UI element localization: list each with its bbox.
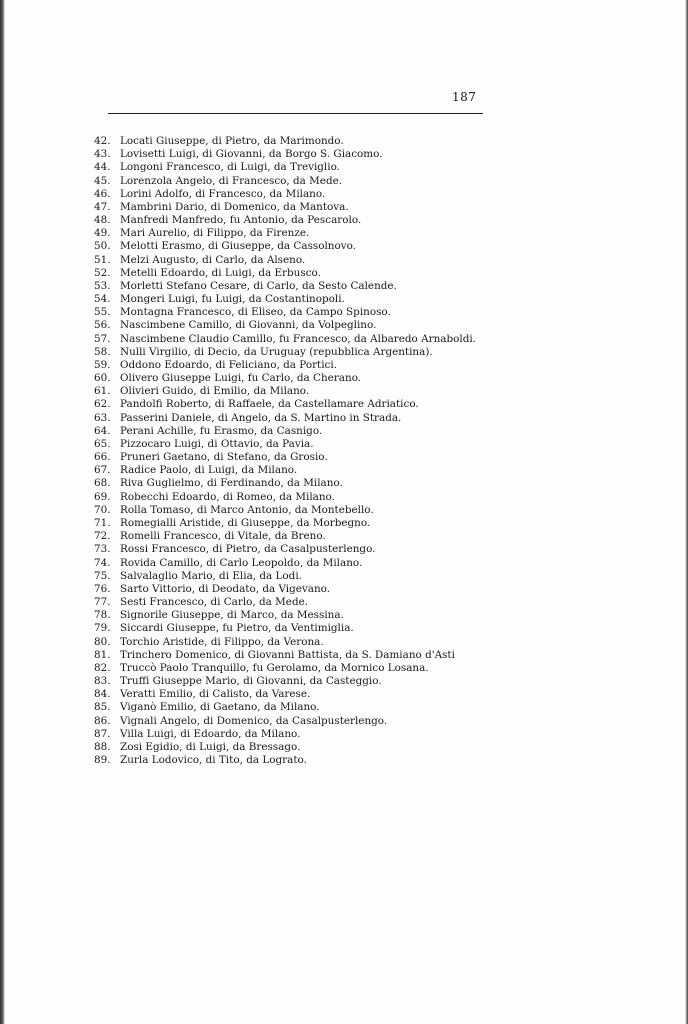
entry-number: 57. [94,332,111,345]
list-item [94,662,476,675]
entry-text: Vignali Angelo, di Domenico, da Casalpusterlengo. [120,714,388,727]
list-item [94,715,476,728]
header-rule [108,113,483,114]
entry-text: Torchio Aristide, di Filippo, da Verona. [120,635,324,648]
entry-number: 66. [94,451,111,464]
entry-number: 80. [94,635,111,648]
entry-text: Zurla Lodovico, di Tito, da Lograto. [120,754,307,767]
entry-number: 56. [94,319,111,332]
name-list [94,135,476,767]
list-item [94,214,476,227]
entry-number: 82. [94,661,111,674]
list-item [94,333,476,346]
entry-number: 51. [94,253,111,266]
list-item [94,464,476,477]
list-item [94,306,476,319]
entry-number: 42. [94,135,111,147]
entry-text: Zosi Egidio, di Luigi, da Bressago. [120,740,301,753]
entry-number: 81. [94,648,111,661]
entry-text: Robecchi Edoardo, di Romeo, da Milano. [120,490,335,503]
entry-number: 85. [94,701,111,714]
entry-text: Nascimbene Claudio Camillo, fu Francesco, da Albaredo Arnaboldi. [120,332,476,345]
page-left-edge-shadow [0,0,5,1024]
entry-number: 43. [94,148,111,161]
list-item [94,398,476,411]
entry-number: 76. [94,582,111,595]
list-item [94,504,476,517]
entry-text: Passerini Daniele, di Angelo, da S. Martino in Strada. [120,411,402,424]
entry-number: 75. [94,569,111,582]
entry-text: Truccò Paolo Tranquillo, fu Gerolamo, da Mornico Losana. [120,661,429,674]
entry-text: Riva Guglielmo, di Ferdinando, da Milano. [120,477,343,490]
entry-text: Truffi Giuseppe Mario, di Giovanni, da Casteggio. [120,675,382,688]
list-item [94,188,476,201]
entry-number: 53. [94,279,111,292]
entry-number: 52. [94,266,111,279]
list-item [94,240,476,253]
entry-number: 44. [94,161,111,174]
entry-number: 83. [94,675,111,688]
entry-number: 73. [94,543,111,556]
list-item [94,319,476,332]
entry-text: Rovida Camillo, di Carlo Leopoldo, da Milano. [120,556,363,569]
entry-number: 86. [94,714,111,727]
entry-number: 47. [94,200,111,213]
entry-text: Olivieri Guido, di Emilio, da Milano. [120,385,310,398]
entry-text: Lovisetti Luigi, di Giovanni, da Borgo S. Giacomo. [120,148,383,161]
entry-text: Nulli Virgilio, di Decio, da Uruguay (repubblica Argentina). [120,345,433,358]
entry-number: 55. [94,306,111,319]
entry-number: 79. [94,622,111,635]
entry-number: 64. [94,424,111,437]
entry-number: 88. [94,740,111,753]
entry-text: Rossi Francesco, di Pietro, da Casalpusterlengo. [120,543,376,556]
list-item [94,543,476,556]
list-item [94,570,476,583]
entry-text: Pruneri Gaetano, di Stefano, da Grosio. [120,451,328,464]
list-item [94,346,476,359]
entry-text: Sarto Vittorio, di Deodato, da Vigevano. [120,582,331,595]
entry-text: Metelli Edoardo, di Luigi, da Erbusco. [120,266,321,279]
entry-number: 54. [94,293,111,306]
list-item [94,412,476,425]
list-item [94,622,476,635]
entry-number: 61. [94,385,111,398]
entry-number: 65. [94,437,111,450]
entry-number: 68. [94,477,111,490]
entry-text: Mambrini Dario, di Domenico, da Mantova. [120,200,349,213]
list-item [94,491,476,504]
entry-number: 70. [94,503,111,516]
entry-text: Mari Aurelio, di Filippo, da Firenze. [120,227,310,240]
entry-text: Signorile Giuseppe, di Marco, da Messina. [120,609,344,622]
list-item [94,280,476,293]
entry-text: Lorini Adolfo, di Francesco, da Milano. [120,187,326,200]
entry-text: Veratti Emilio, di Calisto, da Varese. [120,688,311,701]
entry-number: 58. [94,345,111,358]
entry-text: Lorenzola Angelo, di Francesco, da Mede. [120,174,343,187]
entry-text: Siccardi Giuseppe, fu Pietro, da Ventimiglia. [120,622,354,635]
list-item [94,451,476,464]
entry-number: 72. [94,530,111,543]
list-item [94,175,476,188]
list-item [94,385,476,398]
entry-text: Locati Giuseppe, di Pietro, da Marimondo. [120,135,344,147]
page-number: 187 [452,90,477,104]
entry-text: Viganò Emilio, di Gaetano, da Milano. [120,701,320,714]
list-item [94,372,476,385]
entry-number: 63. [94,411,111,424]
entry-text: Perani Achille, fu Erasmo, da Casnigo. [120,424,323,437]
list-item [94,135,476,148]
list-item [94,728,476,741]
entry-text: Rolla Tomaso, di Marco Antonio, da Montebello. [120,503,374,516]
entry-text: Salvalaglio Mario, di Elia, da Lodi. [120,569,302,582]
entry-text: Nascimbene Camillo, di Giovanni, da Volpeglino. [120,319,377,332]
entry-text: Pizzocaro Luigi, di Ottavio, da Pavia. [120,437,314,450]
list-item [94,438,476,451]
entry-number: 74. [94,556,111,569]
list-item [94,161,476,174]
list-item [94,636,476,649]
entry-number: 50. [94,240,111,253]
list-item [94,583,476,596]
list-item [94,148,476,161]
list-item [94,701,476,714]
list-item [94,359,476,372]
entry-text: Morletti Stefano Cesare, di Carlo, da Sesto Calende. [120,279,397,292]
entry-number: 46. [94,187,111,200]
entry-number: 60. [94,372,111,385]
list-item [94,227,476,240]
list-item [94,477,476,490]
list-item [94,557,476,570]
entry-text: Melotti Erasmo, di Giuseppe, da Cassolnovo. [120,240,357,253]
entry-number: 89. [94,754,111,767]
entry-number: 45. [94,174,111,187]
list-item [94,741,476,754]
entry-text: Oddono Edoardo, di Feliciano, da Portici. [120,358,337,371]
entry-text: Romegialli Aristide, di Giuseppe, da Morbegno. [120,516,371,529]
entry-text: Radice Paolo, di Luigi, da Milano. [120,464,298,477]
entry-number: 59. [94,358,111,371]
entry-number: 67. [94,464,111,477]
entry-text: Montagna Francesco, di Eliseo, da Campo Spinoso. [120,306,391,319]
list-item [94,609,476,622]
list-item [94,754,476,767]
list-item [94,517,476,530]
entry-number: 69. [94,490,111,503]
list-item [94,649,476,662]
list-item [94,425,476,438]
entry-text: Trinchero Domenico, di Giovanni Battista, da S. Damiano d'Asti [120,648,455,661]
list-item [94,201,476,214]
list-item [94,675,476,688]
entry-number: 62. [94,398,111,411]
list-item [94,267,476,280]
entry-text: Manfredi Manfredo, fu Antonio, da Pescarolo. [120,214,362,227]
entry-text: Sesti Francesco, di Carlo, da Mede. [120,596,309,609]
entry-text: Romelli Francesco, di Vitale, da Breno. [120,530,326,543]
entry-text: Villa Luigi, di Edoardo, da Milano. [120,727,301,740]
entry-text: Olivero Giuseppe Luigi, fu Carlo, da Cherano. [120,372,362,385]
entry-number: 48. [94,214,111,227]
list-item [94,688,476,701]
list-item [94,596,476,609]
entry-number: 78. [94,609,111,622]
entry-number: 71. [94,516,111,529]
entry-number: 49. [94,227,111,240]
entry-text: Longoni Francesco, di Luigi, da Treviglio. [120,161,340,174]
list-item [94,254,476,267]
entry-text: Melzi Augusto, di Carlo, da Alseno. [120,253,306,266]
entry-number: 87. [94,727,111,740]
entry-number: 84. [94,688,111,701]
list-item [94,293,476,306]
entry-text: Mongeri Luigi, fu Luigi, da Costantinopoli. [120,293,345,306]
entry-text: Pandolfi Roberto, di Raffaele, da Castellamare Adriatico. [120,398,419,411]
list-item [94,530,476,543]
entry-number: 77. [94,596,111,609]
